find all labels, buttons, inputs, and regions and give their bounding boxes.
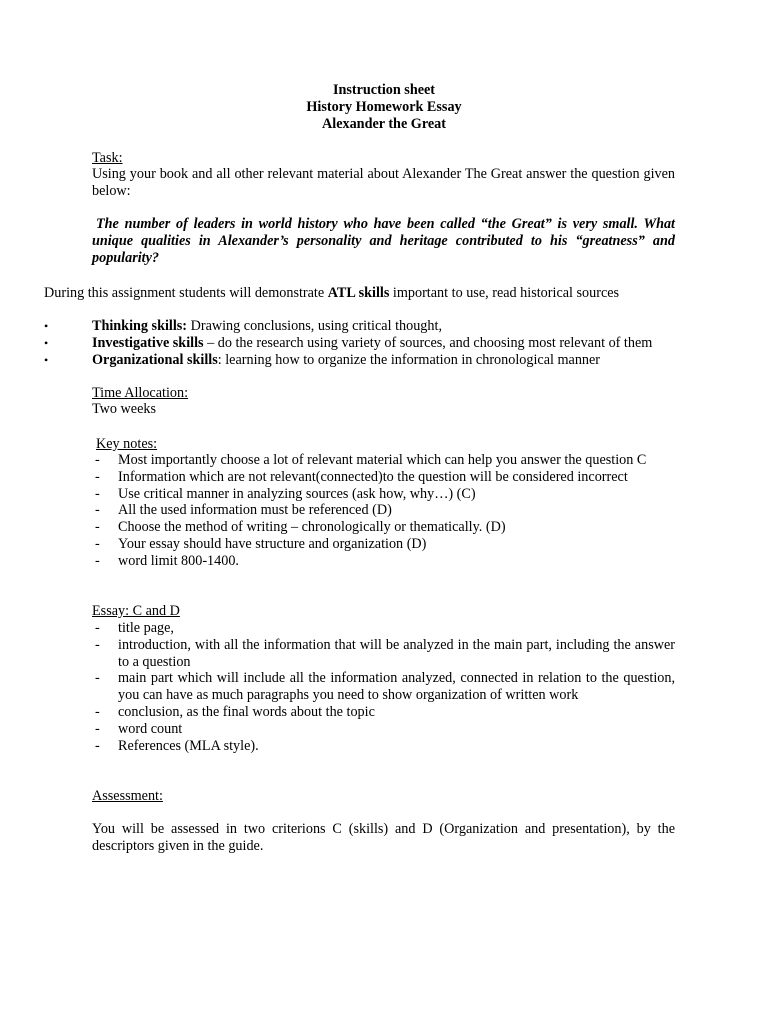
skill-name: Organizational skills: [92, 351, 218, 368]
assessment-label: Assessment:: [92, 788, 163, 804]
list-item: - Most importantly choose a lot of relevant material which can help you answer the question C: [92, 452, 675, 469]
atl-intro-bold: ATL skills: [327, 285, 390, 301]
essay-question: The number of leaders in world history who have been called “the Great” is very small. What unique qualities in Alexander’s personality and heritage contributed to his “greatness” and popularity?: [92, 216, 675, 266]
doc-topic: Alexander the Great: [322, 116, 446, 132]
bullet-icon: •: [44, 352, 49, 367]
list-item: - main part which will include all the information analyzed, connected in relation to the question, you can have as much paragraphs you need to show organization of written work: [92, 670, 675, 704]
task-label: Task:: [92, 150, 123, 166]
essay-structure-list: [92, 620, 675, 754]
atl-intro-rest: important to use, read historical sources: [389, 285, 620, 301]
doc-subtitle: History Homework Essay: [306, 99, 462, 115]
assessment-text: You will be assessed in two criterions C (skills) and D (Organization and presentation), by the descriptors given in the guide.: [92, 821, 675, 854]
list-item: [44, 318, 744, 335]
atl-intro-text: During this assignment students will demonstrate: [44, 285, 328, 301]
list-item: [44, 335, 744, 352]
skill-desc: – do the research using variety of sources, and choosing most relevant of them: [203, 334, 653, 351]
atl-intro: [44, 285, 619, 302]
list-item: - Use critical manner in analyzing sources (ask how, why…) (C): [92, 486, 675, 503]
list-item: [44, 352, 744, 369]
atl-skills-list: [44, 318, 744, 368]
time-label: Time Allocation:: [92, 385, 189, 401]
task-text: Using your book and all other relevant material about Alexander The Great answer the question given below:: [92, 166, 675, 199]
key-notes-label: Key notes:: [96, 436, 158, 452]
list-item: - Choose the method of writing – chronologically or thematically. (D): [92, 519, 675, 536]
bullet-icon: •: [44, 335, 49, 350]
skill-desc: Drawing conclusions, using critical thought,: [187, 318, 442, 334]
list-item: - title page,: [92, 620, 675, 637]
key-notes-list: [92, 452, 675, 570]
bullet-icon: •: [44, 319, 49, 333]
skill-name: Thinking skills:: [92, 318, 188, 334]
list-item: - References (MLA style).: [92, 738, 675, 755]
time-value: Two weeks: [92, 401, 157, 417]
essay-label: Essay: C and D: [92, 603, 180, 619]
list-item: - Your essay should have structure and organization (D): [92, 536, 675, 553]
list-item: - conclusion, as the final words about the topic: [92, 704, 675, 721]
list-item: - word limit 800-1400.: [92, 553, 675, 570]
doc-title: Instruction sheet: [332, 82, 436, 98]
list-item: - word count: [92, 721, 675, 738]
list-item: - All the used information must be referenced (D): [92, 502, 675, 519]
skill-desc: : learning how to organize the information in chronological manner: [217, 351, 601, 368]
skill-name: Investigative skills: [92, 334, 204, 351]
list-item: - introduction, with all the information that will be analyzed in the main part, including the answer to a question: [92, 637, 675, 671]
list-item: - Information which are not relevant(connected)to the question will be considered incorrect: [92, 469, 675, 486]
